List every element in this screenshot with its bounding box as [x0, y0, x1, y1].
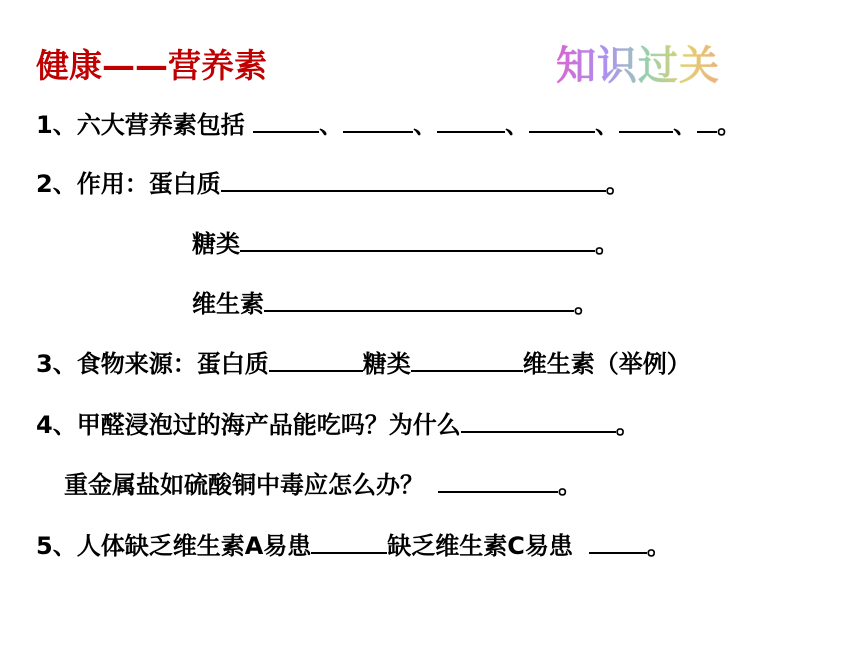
page-title: 健康——营养素	[36, 46, 267, 85]
separator: 、	[595, 111, 620, 139]
period: 。	[558, 471, 582, 499]
answer-blank[interactable]	[438, 467, 558, 493]
separator: 、	[413, 111, 438, 139]
question-5-label: 5、人体缺乏维生素A易患	[36, 532, 312, 560]
answer-blank[interactable]	[264, 286, 574, 312]
vitamin-example-label: 维生素（举例）	[522, 350, 691, 378]
period: 。	[595, 230, 619, 258]
separator: 、	[505, 111, 530, 139]
answer-blank[interactable]	[697, 107, 717, 133]
period: 。	[717, 111, 742, 139]
period: 。	[574, 290, 598, 318]
question-4	[36, 407, 640, 441]
period: 。	[605, 170, 630, 198]
answer-blank[interactable]	[411, 346, 523, 372]
answer-blank[interactable]	[589, 528, 647, 554]
answer-blank[interactable]	[437, 107, 505, 133]
question-3-label: 3、食物来源：蛋白质	[36, 350, 269, 378]
period: 。	[646, 532, 671, 560]
answer-blank[interactable]	[253, 107, 319, 133]
question-1	[36, 107, 741, 141]
question-2-label: 2、作用：蛋白质	[36, 170, 221, 198]
question-4-sub	[64, 467, 582, 501]
question-4-sub-label: 重金属盐如硫酸铜中毒应怎么办？	[64, 471, 424, 499]
question-5-mid-label: 缺乏维生素C易患	[387, 532, 573, 560]
separator: 、	[319, 111, 344, 139]
question-2-vitamin	[192, 286, 598, 320]
question-3	[36, 346, 691, 380]
answer-blank[interactable]	[619, 107, 673, 133]
carbohydrate-label: 糖类	[362, 350, 411, 378]
answer-blank[interactable]	[311, 528, 387, 554]
knowledge-check-badge: 知识过关	[556, 34, 720, 91]
answer-blank[interactable]	[529, 107, 595, 133]
answer-blank[interactable]	[221, 166, 606, 192]
question-5	[36, 528, 671, 562]
separator: 、	[673, 111, 698, 139]
period: 。	[615, 411, 640, 439]
answer-blank[interactable]	[240, 226, 595, 252]
carbohydrate-label: 糖类	[192, 230, 240, 258]
question-4-label: 4、甲醛浸泡过的海产品能吃吗？为什么	[36, 411, 461, 439]
answer-blank[interactable]	[461, 407, 616, 433]
question-2-carbohydrate	[192, 226, 619, 260]
question-2	[36, 166, 630, 200]
answer-blank[interactable]	[269, 346, 363, 372]
vitamin-label: 维生素	[192, 290, 264, 318]
answer-blank[interactable]	[343, 107, 413, 133]
question-1-label: 1、六大营养素包括	[36, 111, 245, 139]
